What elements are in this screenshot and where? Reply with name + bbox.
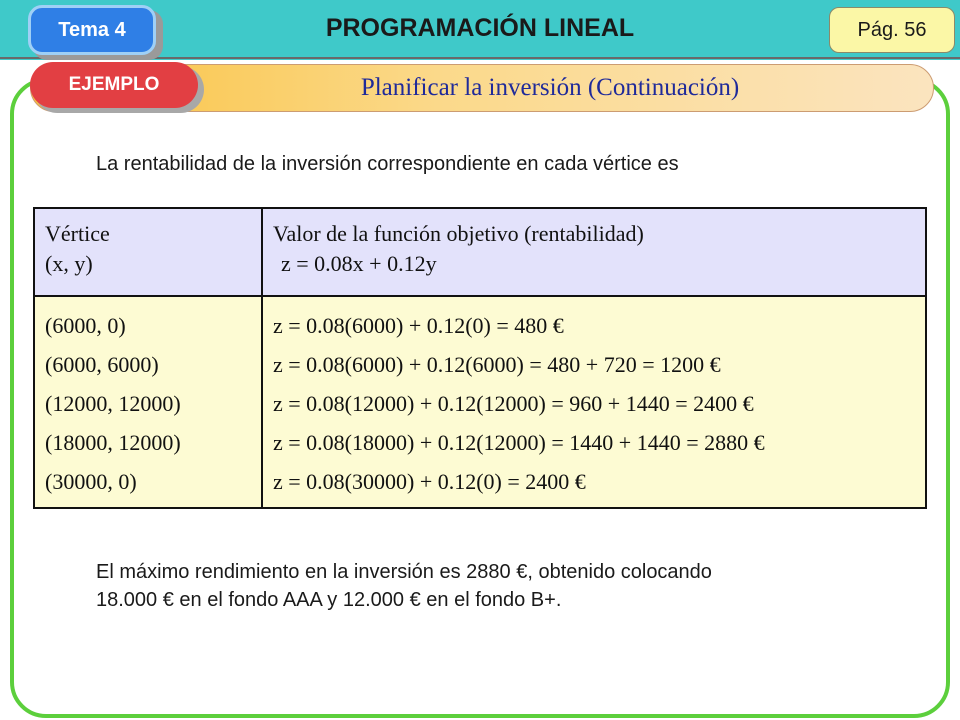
header-objective-function: z = 0.08x + 0.12y [281,251,437,276]
vertex-item: (30000, 0) [45,469,137,494]
conclusion-line-2: 18.000 € en el fondo AAA y 12.000 € en el fondo B+. [96,589,562,611]
vertex-item: (6000, 6000) [45,352,159,377]
header-vertex-coords: (x, y) [45,251,93,276]
page-number-badge: Pág. 56 [829,7,955,53]
vertex-item: (12000, 12000) [45,391,181,416]
intro-text: La rentabilidad de la inversión correspondiente en cada vértice es [96,153,679,175]
example-tag: EJEMPLO [30,62,198,108]
value-item: z = 0.08(6000) + 0.12(6000) = 480 + 720 = 1200 € [273,352,721,377]
table-body-row [34,296,926,508]
header-value-label: Valor de la función objetivo (rentabilidad) [273,221,644,246]
page-title: PROGRAMACIÓN LINEAL [325,14,635,42]
vertex-item: (18000, 12000) [45,430,181,455]
value-item: z = 0.08(30000) + 0.12(0) = 2400 € [273,469,586,494]
value-item: z = 0.08(6000) + 0.12(0) = 480 € [273,313,564,338]
header-vertex-label: Vértice [45,221,110,246]
table-header-row [34,208,926,296]
vertex-item: (6000, 0) [45,313,126,338]
value-item: z = 0.08(18000) + 0.12(12000) = 1440 + 1440 = 2880 € [273,430,765,455]
section-subtitle: Planificar la inversión (Continuación) [360,74,740,101]
conclusion-text [96,558,856,614]
topic-badge: Tema 4 [28,5,156,55]
header-value-cell [262,208,926,296]
value-column [262,296,926,508]
value-item: z = 0.08(12000) + 0.12(12000) = 960 + 1440 = 2400 € [273,391,754,416]
header-vertex-cell [34,208,262,296]
vertex-table [33,207,927,509]
conclusion-line-1: El máximo rendimiento en la inversión es 2880 €, obtenido colocando [96,561,712,583]
vertex-column [34,296,262,508]
